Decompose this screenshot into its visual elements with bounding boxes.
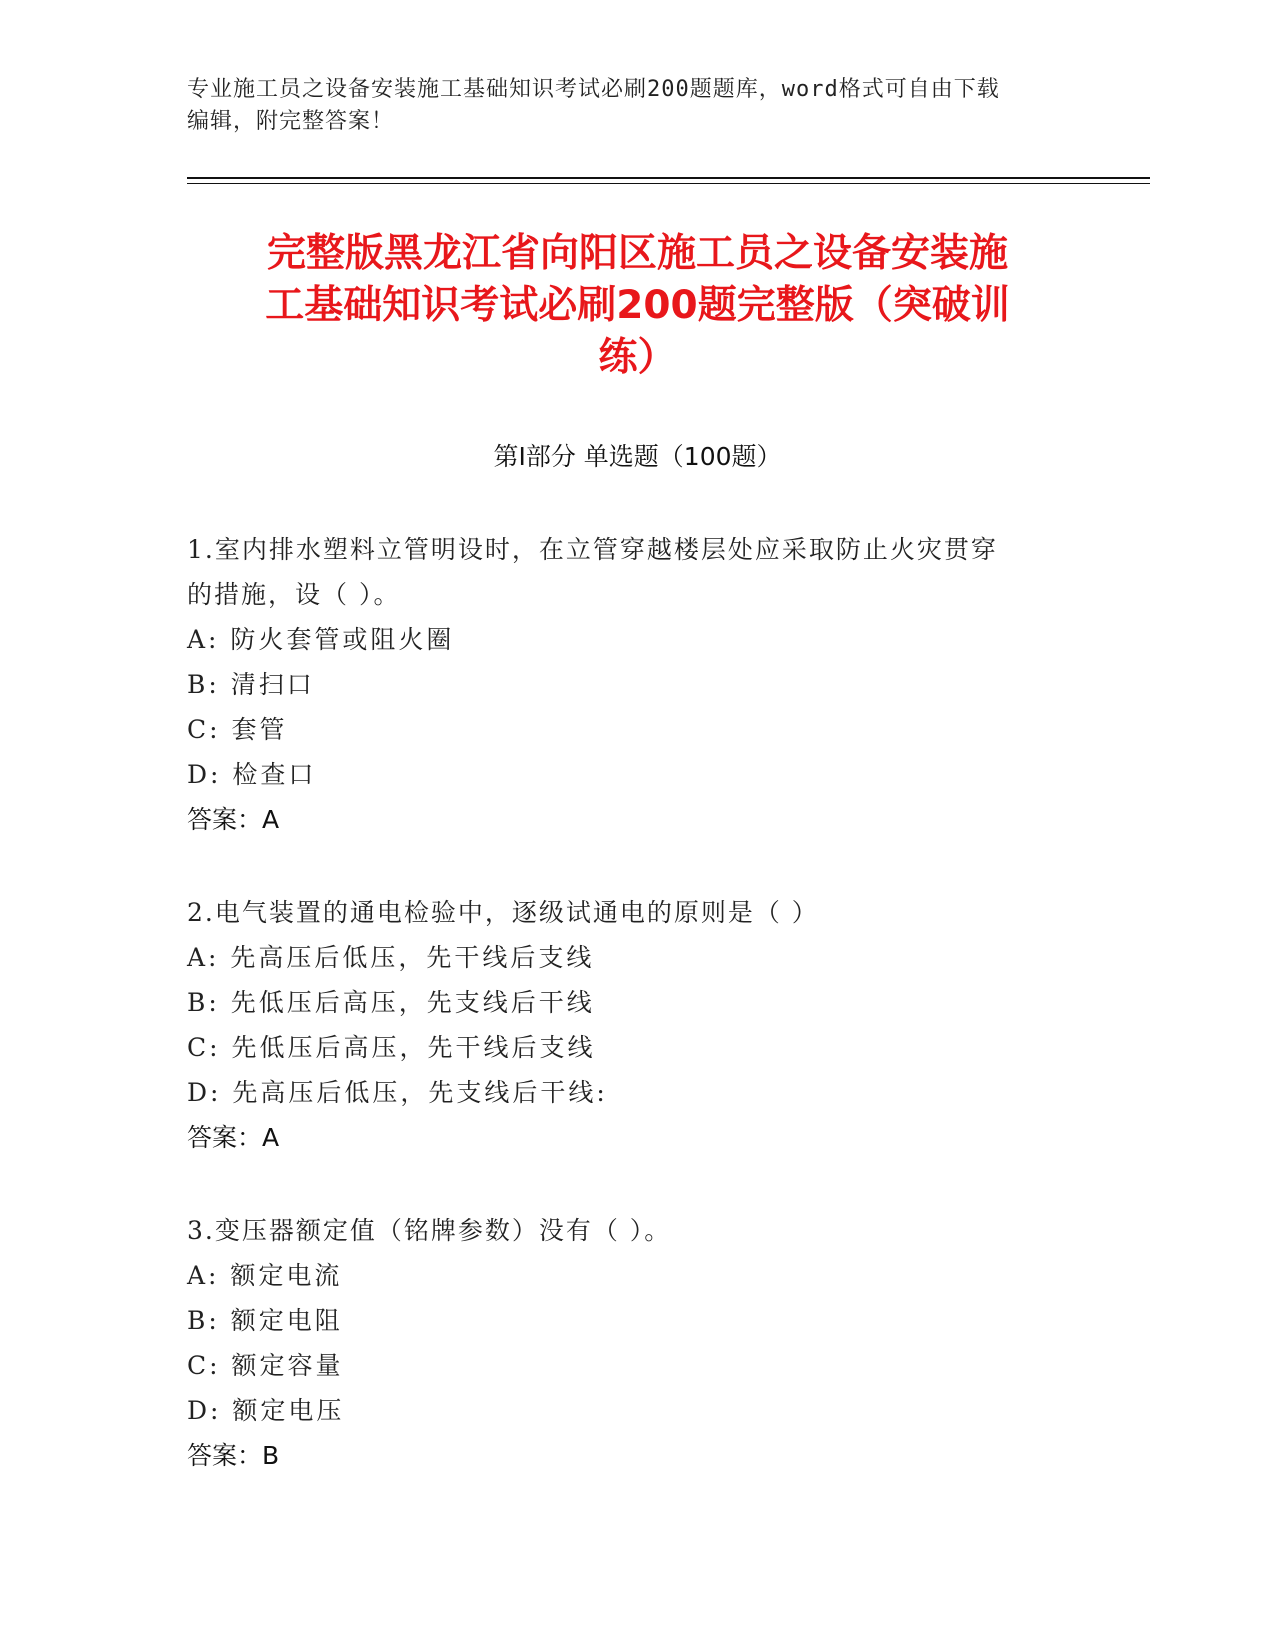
option-d: D: 额定电压 (187, 1396, 345, 1425)
option-b: B: 额定电阻 (187, 1306, 343, 1335)
option-a: A: 先高压后低压，先干线后支线 (187, 943, 595, 972)
question-stem: 2.电气装置的通电检验中，逐级试通电的原则是（ ） (187, 898, 819, 927)
document-title (190, 228, 1085, 384)
title-line-2: 工基础知识考试必刷200题完整版（突破训 (265, 283, 1010, 328)
page-header (187, 74, 1067, 138)
question-stem: 3.变压器额定值（铭牌参数）没有（ ）。 (187, 1216, 672, 1245)
header-divider-thick (187, 177, 1150, 179)
option-c: C: 额定容量 (187, 1351, 344, 1380)
option-b: B: 先低压后高压，先支线后干线 (187, 988, 595, 1017)
question-stem-continued: 的措施，设（ ）。 (187, 580, 401, 609)
title-line-3: 练） (598, 335, 677, 380)
title-line-1: 完整版黑龙江省向阳区施工员之设备安装施 (266, 231, 1008, 276)
answer-label: 答案：B (187, 1441, 280, 1470)
option-d: D: 检查口 (187, 760, 317, 789)
header-line-2: 编辑，附完整答案！ (187, 109, 395, 134)
question-2 (187, 890, 1087, 1160)
question-list (187, 527, 1087, 1526)
option-c: C: 先低压后高压，先干线后支线 (187, 1033, 596, 1062)
header-line-1: 专业施工员之设备安装施工基础知识考试必刷200题题库，word格式可自由下载 (187, 77, 1000, 102)
header-divider-thin (187, 183, 1150, 184)
section-heading: 第Ⅰ部分 单选题（100题） (493, 442, 782, 471)
answer-label: 答案：A (187, 1123, 280, 1152)
option-d: D: 先高压后低压，先支线后干线: (187, 1078, 608, 1107)
question-stem: 1.室内排水塑料立管明设时，在立管穿越楼层处应采取防止火灾贯穿 (187, 535, 998, 564)
option-b: B: 清扫口 (187, 670, 315, 699)
answer-label: 答案：A (187, 805, 280, 834)
option-a: A: 额定电流 (187, 1261, 343, 1290)
question-1 (187, 527, 1087, 842)
question-3 (187, 1208, 1087, 1478)
option-a: A: 防火套管或阻火圈 (187, 625, 455, 654)
option-c: C: 套管 (187, 715, 288, 744)
